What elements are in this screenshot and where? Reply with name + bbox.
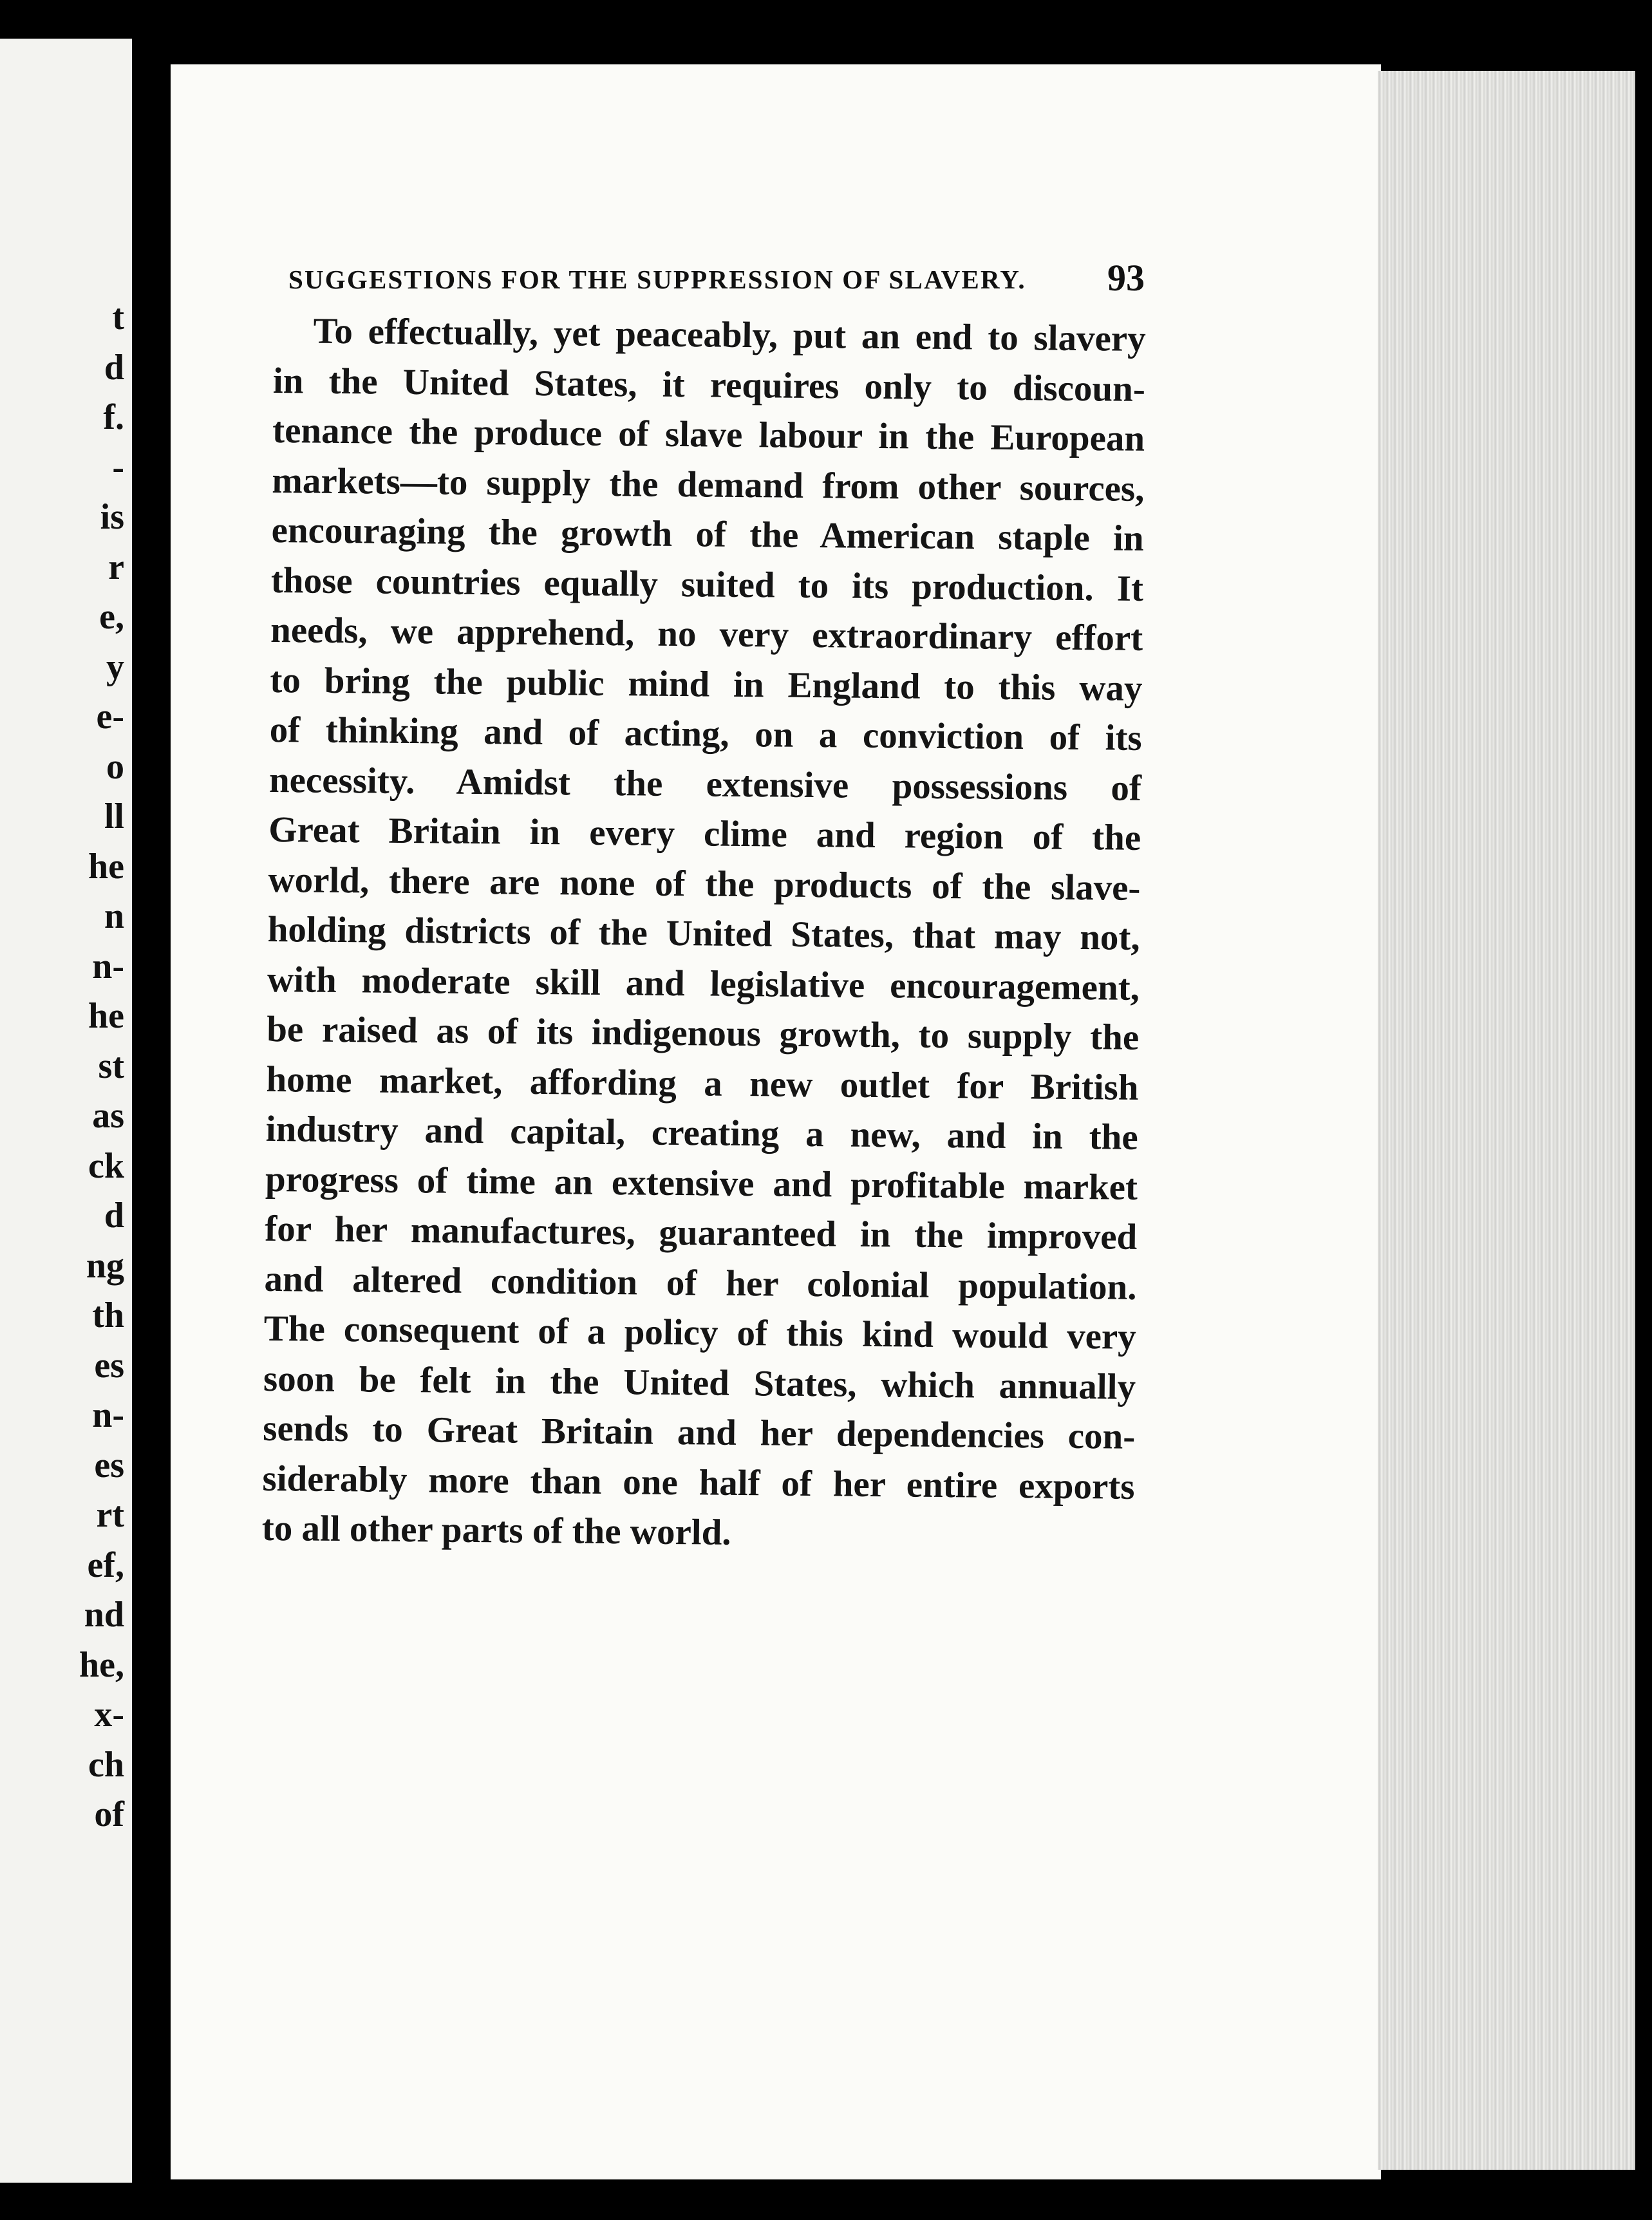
left-line-end: e,	[99, 597, 124, 637]
text-line: and altered condition of her colonial population.	[264, 1258, 1137, 1308]
page-header	[288, 256, 1145, 308]
left-line-end: f.	[103, 397, 124, 437]
left-line-end: ng	[86, 1245, 124, 1286]
left-line-end: as	[92, 1096, 124, 1136]
left-line-end: n	[104, 896, 124, 936]
left-line-end: is	[100, 497, 124, 537]
left-line-end: of	[94, 1794, 124, 1834]
left-line-end: es	[94, 1445, 124, 1485]
page-number: 93	[1107, 257, 1145, 299]
left-line-end: es	[94, 1345, 124, 1386]
text-line: industry and capital, creating a new, and in the	[265, 1108, 1139, 1158]
left-line-end: ef,	[87, 1545, 124, 1585]
left-line-end: n-	[92, 1395, 124, 1435]
text-line: To effectually, yet peaceably, put an end to slavery	[313, 310, 1146, 359]
text-line: tenance the produce of slave labour in the European	[272, 409, 1145, 459]
text-line: sends to Great Britain and her dependencies con-	[263, 1407, 1136, 1457]
text-line: holding districts of the United States, that may not,	[267, 908, 1141, 958]
book-gutter	[132, 0, 174, 2220]
left-line-end: -	[112, 447, 124, 487]
left-line-end: y	[106, 646, 124, 687]
left-line-end: r	[108, 547, 124, 587]
text-line: Great Britain in every clime and region of the	[268, 809, 1141, 858]
text-line: of thinking and of acting, on a conviction of its	[269, 709, 1142, 758]
text-line: encouraging the growth of the American staple in	[271, 509, 1144, 559]
text-line: home market, affording a new outlet for British	[266, 1058, 1139, 1108]
left-line-end: ll	[104, 796, 124, 836]
page-edges	[1378, 71, 1635, 2170]
left-line-end: th	[92, 1295, 124, 1335]
text-line: necessity. Amidst the extensive possessions of	[268, 759, 1142, 809]
left-line-end: st	[98, 1046, 124, 1086]
body-paragraph	[261, 306, 1146, 1561]
left-line-end: ch	[88, 1744, 124, 1785]
running-head: SUGGESTIONS FOR THE SUPPRESSION OF SLAVERY.	[288, 265, 1026, 294]
text-line: for her manufactures, guaranteed in the improved	[264, 1208, 1138, 1257]
left-line-end: n-	[92, 946, 124, 986]
text-line: The consequent of a policy of this kind would very	[263, 1308, 1137, 1357]
left-line-end: he	[88, 996, 124, 1036]
text-line: to all other parts of the world.	[261, 1507, 731, 1553]
text-line: markets—to supply the demand from other sources,	[272, 460, 1145, 509]
left-line-end: nd	[84, 1595, 124, 1635]
text-line: progress of time an extensive and profitable market	[265, 1158, 1138, 1208]
left-line-end: d	[104, 347, 124, 388]
left-line-end: he,	[79, 1644, 124, 1685]
text-line: world, there are none of the products of the slave-	[268, 859, 1141, 908]
text-line: soon be felt in the United States, which annually	[263, 1358, 1136, 1407]
left-line-end: rt	[96, 1495, 124, 1535]
left-page	[0, 39, 132, 2183]
left-page-text	[0, 293, 132, 1840]
left-line-end: o	[106, 746, 124, 787]
text-line: siderably more than one half of her entire exports	[262, 1458, 1135, 1507]
text-line: in the United States, it requires only to discoun-	[272, 360, 1146, 409]
left-line-end: x-	[94, 1695, 124, 1735]
text-line: needs, we apprehend, no very extraordinary effort	[270, 609, 1143, 659]
left-line-end: d	[104, 1196, 124, 1236]
bleed-through-text	[264, 1648, 1159, 1957]
left-line-end: he	[88, 846, 124, 887]
text-line: be raised as of its indigenous growth, to supply the	[266, 1008, 1140, 1058]
text-line: those countries equally suited to its production. It	[270, 560, 1144, 609]
left-line-end: t	[112, 297, 124, 337]
left-line-end: e-	[96, 697, 124, 737]
text-line: to bring the public mind in England to this way	[270, 659, 1143, 709]
left-line-end: ck	[88, 1145, 124, 1186]
text-line: with moderate skill and legislative encouragement,	[267, 959, 1140, 1008]
